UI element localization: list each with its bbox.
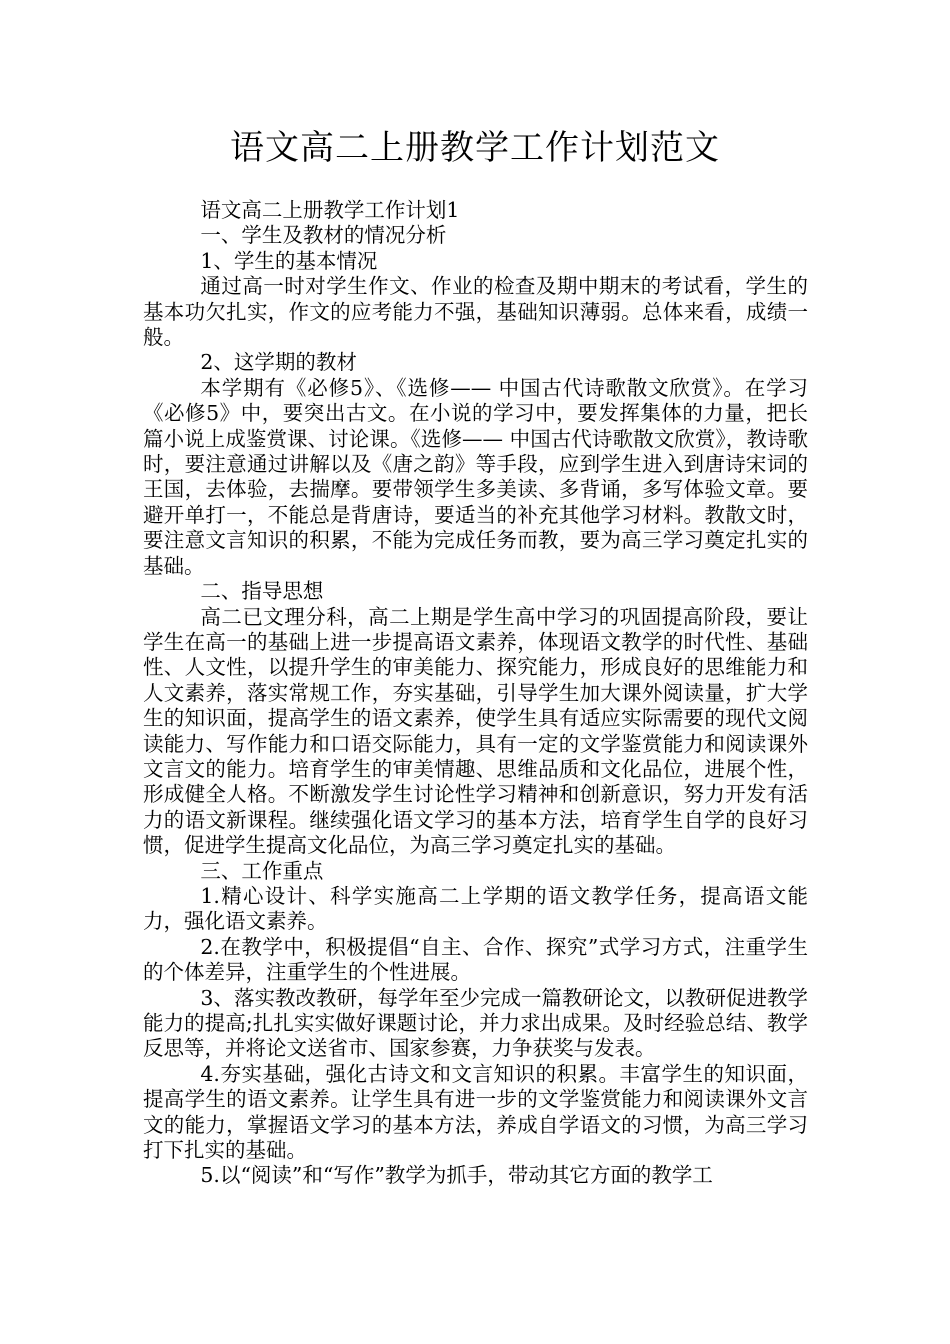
- section-heading-analysis: 一、学生及教材的情况分析: [200, 223, 447, 248]
- paragraph-focus-4: 4.夯实基础，强化古诗文和文言知识的积累。丰富学生的知识面，提高学生的语文素养。让学生具有进一步的文学鉴赏能力和阅读课外文言文的能力，掌握语文学习的基本方法，养成自学语文的习惯，为高三学习打下扎实的基础。: [143, 1061, 808, 1163]
- paragraph-focus-2: 2.在教学中，积极提倡“自主、合作、探究”式学习方式，注重学生的个体差异，注重学生的个性进展。: [143, 934, 808, 985]
- document-body: [143, 198, 808, 1189]
- section-heading-work-focus: 三、工作重点: [200, 858, 324, 883]
- paragraph-focus-1: 1.精心设计、科学实施高二上学期的语文教学任务，提高语文能力，强化语文素养。: [143, 883, 808, 934]
- subsection-heading-textbook: 2、这学期的教材: [200, 350, 357, 375]
- paragraph-focus-5: 5.以“阅读”和“写作”教学为抓手，带动其它方面的教学工: [200, 1163, 713, 1188]
- plan-heading: 语文高二上册教学工作计划1: [200, 198, 460, 222]
- paragraph-guiding-ideology: 高二已文理分科，高二上期是学生高中学习的巩固提高阶段，要让学生在高一的基础上进一步提高语文素养，体现语文教学的时代性、基础性、人文性，以提升学生的审美能力、探究能力，形成良好的思维能力和人文素养，落实常规工作，夯实基础，引导学生加大课外阅读量，扩大学生的知识面，提高学生的语文素养，使学生具有适应实际需要的现代文阅读能力、写作能力和口语交际能力，具有一定的文学鉴赏能力和阅读课外文言文的能力。培育学生的审美情趣、思维品质和文化品位，进展个性，形成健全人格。不断激发学生讨论性学习精神和创新意识，努力开发有活力的语文新课程。继续强化语文学习的基本方法，培育学生自学的良好习惯，促进学生提高文化品位，为高三学习奠定扎实的基础。: [143, 604, 808, 858]
- paragraph-textbook: 本学期有《必修5》、《选修—— 中国古代诗歌散文欣赏》。在学习《必修5》中，要突出古文。在小说的学习中，要发挥集体的力量，把长篇小说上成鉴赏课、讨论课。《选修—— 中国古代诗歌散文欣赏》，教诗歌时，要注意通过讲解以及《唐之韵》等手段，应到学生进入到唐诗宋词的王国，去体验，去揣摩。要带领学生多美读、多背诵，多写体验文章。要避开单打一，不能总是背唐诗，要适当的补充其他学习材料。教散文时，要注意文言知识的积累，不能为完成任务而教，要为高三学习奠定扎实的基础。: [143, 375, 808, 578]
- section-heading-guiding-ideology: 二、指导思想: [200, 579, 324, 604]
- paragraph-students: 通过高一时对学生作文、作业的检查及期中期末的考试看，学生的基本功欠扎实，作文的应考能力不强，基础知识薄弱。总体来看，成绩一般。: [143, 274, 808, 350]
- subsection-heading-students: 1、学生的基本情况: [200, 248, 378, 273]
- document-title: 语文高二上册教学工作计划范文: [230, 128, 720, 168]
- paragraph-focus-3: 3、落实教改教研，每学年至少完成一篇教研论文，以教研促进教学能力的提高;扎扎实实做好课题讨论，并力求出成果。及时经验总结、教学反思等，并将论文送省市、国家参赛，力争获奖与发表。: [143, 985, 808, 1061]
